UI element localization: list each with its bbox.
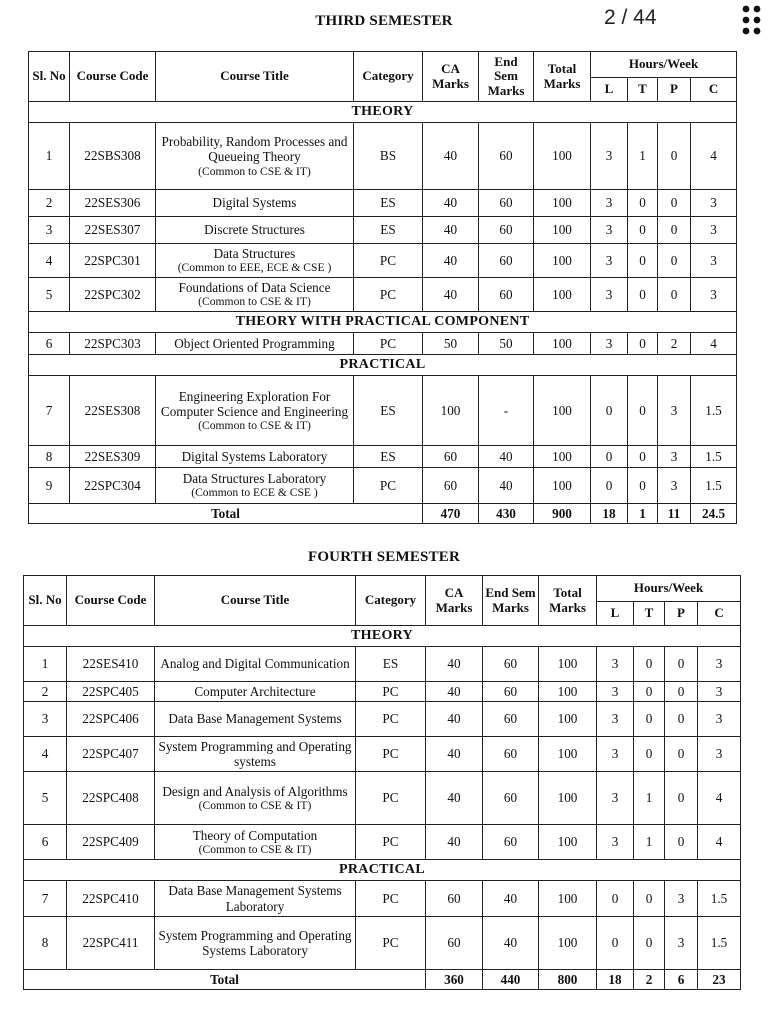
course-row (24, 702, 741, 737)
sl-no-cell: 7 (24, 881, 67, 917)
course-title-text: System Programming and Operating systems (158, 738, 352, 769)
ca-marks-cell: 100 (423, 376, 479, 446)
section-practical (24, 860, 741, 881)
p-cell: 0 (658, 190, 691, 217)
course-title-cell (155, 825, 356, 860)
header-hours-week: Hours/Week (591, 52, 737, 78)
category-cell: PC (354, 278, 423, 312)
p-cell: 0 (665, 702, 698, 737)
p-cell: 0 (665, 647, 698, 682)
course-row (29, 468, 737, 504)
category-cell: PC (354, 333, 423, 355)
c-cell: 1.5 (698, 917, 741, 970)
c-cell: 3 (691, 217, 737, 244)
ca-marks-cell: 50 (423, 333, 479, 355)
course-code-cell: 22SPC408 (67, 772, 155, 825)
header-t: T (634, 602, 665, 626)
section-theory-with-practical (29, 312, 737, 333)
sl-no-cell: 4 (24, 737, 67, 772)
p-cell: 0 (658, 123, 691, 190)
sl-no-cell: 7 (29, 376, 70, 446)
total-row (24, 970, 741, 990)
category-cell: ES (356, 647, 426, 682)
total-marks-cell: 100 (539, 682, 597, 702)
t-cell: 0 (628, 217, 658, 244)
c-cell: 3 (698, 702, 741, 737)
ca-marks-cell: 40 (426, 702, 483, 737)
ca-marks-cell: 40 (426, 772, 483, 825)
total-marks-cell: 100 (539, 825, 597, 860)
course-row (29, 333, 737, 355)
course-code-cell: 22SPC304 (70, 468, 156, 504)
t-cell: 0 (628, 190, 658, 217)
l-cell: 0 (591, 376, 628, 446)
total-marks-cell: 100 (534, 190, 591, 217)
section-theory (29, 102, 737, 123)
header-end-sem-marks: End Sem Marks (483, 576, 539, 626)
sl-no-cell: 6 (24, 825, 67, 860)
course-note: (Common to ECE & CSE ) (191, 486, 318, 500)
p-cell: 0 (658, 244, 691, 278)
course-title-cell (156, 123, 354, 190)
header-end-sem-marks: End Sem Marks (479, 52, 534, 102)
t-cell: 1 (634, 825, 665, 860)
total-marks-cell: 100 (534, 244, 591, 278)
ca-marks-cell: 60 (423, 468, 479, 504)
course-title-text: Foundations of Data Science (178, 280, 331, 296)
c-cell: 3 (698, 737, 741, 772)
more-options-button[interactable] (740, 4, 764, 36)
category-cell: PC (354, 468, 423, 504)
end-sem-marks-cell: 60 (483, 682, 539, 702)
total-total-cell: 900 (534, 504, 591, 524)
sl-no-cell: 2 (29, 190, 70, 217)
header-course-title: Course Title (156, 52, 354, 102)
p-cell: 0 (665, 737, 698, 772)
l-cell: 0 (591, 468, 628, 504)
t-cell: 1 (628, 123, 658, 190)
course-code-cell: 22SPC406 (67, 702, 155, 737)
sl-no-cell: 9 (29, 468, 70, 504)
course-row (24, 917, 741, 970)
header-hours-week: Hours/Week (597, 576, 741, 602)
total-marks-cell: 100 (534, 278, 591, 312)
course-row (29, 278, 737, 312)
section-practical-label: PRACTICAL (29, 355, 737, 376)
category-cell: PC (354, 244, 423, 278)
l-cell: 3 (591, 123, 628, 190)
c-cell: 3 (698, 647, 741, 682)
p-cell: 3 (658, 376, 691, 446)
sl-no-cell: 3 (29, 217, 70, 244)
course-note: (Common to CSE & IT) (198, 164, 311, 178)
course-title-cell (155, 737, 356, 772)
fourth-semester-title: FOURTH SEMESTER (307, 549, 461, 565)
course-row (24, 682, 741, 702)
course-note: (Common to CSE & IT) (198, 798, 312, 812)
course-row (29, 190, 737, 217)
t-cell: 0 (628, 468, 658, 504)
total-row (29, 504, 737, 524)
p-cell: 0 (665, 825, 698, 860)
l-cell: 3 (597, 647, 634, 682)
course-title-cell (155, 702, 356, 737)
more-vert-grid-icon (740, 4, 764, 36)
sl-no-cell: 2 (24, 682, 67, 702)
l-cell: 3 (597, 682, 634, 702)
total-ca-cell: 470 (423, 504, 479, 524)
t-cell: 0 (628, 376, 658, 446)
ca-marks-cell: 40 (426, 825, 483, 860)
course-code-cell: 22SES308 (70, 376, 156, 446)
sl-no-cell: 8 (24, 917, 67, 970)
header-total-marks: Total Marks (534, 52, 591, 102)
course-title-text: System Programming and Operating Systems Laboratory (158, 927, 352, 958)
section-practical (29, 355, 737, 376)
p-cell: 3 (658, 468, 691, 504)
course-title-text: Digital Systems (212, 195, 297, 211)
course-title-cell (155, 917, 356, 970)
l-cell: 3 (597, 772, 634, 825)
end-sem-marks-cell: 60 (483, 772, 539, 825)
category-cell: PC (356, 737, 426, 772)
p-cell: 3 (658, 446, 691, 468)
course-row (29, 244, 737, 278)
course-code-cell: 22SES309 (70, 446, 156, 468)
course-code-cell: 22SPC411 (67, 917, 155, 970)
t-cell: 0 (628, 446, 658, 468)
total-marks-cell: 100 (534, 468, 591, 504)
c-cell: 3 (691, 278, 737, 312)
course-row (24, 647, 741, 682)
course-title-text: Data Structures (213, 246, 296, 262)
course-title-text: Data Base Management Systems (168, 711, 342, 727)
end-sem-marks-cell: 60 (479, 217, 534, 244)
ca-marks-cell: 60 (426, 917, 483, 970)
c-cell: 1.5 (691, 468, 737, 504)
total-ca-cell: 360 (426, 970, 483, 990)
end-sem-marks-cell: 40 (479, 468, 534, 504)
l-cell: 3 (591, 190, 628, 217)
total-marks-cell: 100 (539, 737, 597, 772)
course-code-cell: 22SES306 (70, 190, 156, 217)
category-cell: PC (356, 825, 426, 860)
ca-marks-cell: 40 (423, 123, 479, 190)
p-cell: 3 (665, 881, 698, 917)
header-category: Category (356, 576, 426, 626)
course-title-text: Design and Analysis of Algorithms (162, 783, 348, 799)
section-theory (24, 626, 741, 647)
section-theory-with-practical-label: THEORY WITH PRACTICAL COMPONENT (29, 312, 737, 333)
course-row (24, 881, 741, 917)
fourth-semester-table (23, 575, 741, 990)
course-title-cell (155, 881, 356, 917)
course-row (29, 217, 737, 244)
category-cell: ES (354, 217, 423, 244)
total-total-cell: 800 (539, 970, 597, 990)
course-title-cell (156, 468, 354, 504)
c-cell: 3 (691, 244, 737, 278)
course-code-cell: 22SPC410 (67, 881, 155, 917)
course-title-cell (155, 682, 356, 702)
t-cell: 0 (628, 278, 658, 312)
course-row (29, 446, 737, 468)
end-sem-marks-cell: 50 (479, 333, 534, 355)
category-cell: PC (356, 682, 426, 702)
header-t: T (628, 78, 658, 102)
l-cell: 0 (597, 917, 634, 970)
course-code-cell: 22SPC407 (67, 737, 155, 772)
course-code-cell: 22SES307 (70, 217, 156, 244)
course-note: (Common to CSE & IT) (198, 419, 311, 432)
total-t-cell: 1 (628, 504, 658, 524)
ca-marks-cell: 40 (423, 244, 479, 278)
header-p: P (658, 78, 691, 102)
course-title-text: Analog and Digital Communication (160, 656, 350, 672)
header-c: C (691, 78, 737, 102)
t-cell: 0 (634, 702, 665, 737)
header-sl-no: Sl. No (29, 52, 70, 102)
course-title-cell (155, 772, 356, 825)
course-title-text: Probability, Random Processes and Queueing Theory (161, 134, 348, 165)
c-cell: 4 (698, 772, 741, 825)
end-sem-marks-cell: 40 (483, 881, 539, 917)
course-title-text: Engineering Exploration For Computer Science and Engineering (160, 388, 349, 419)
c-cell: 1.5 (691, 376, 737, 446)
course-code-cell: 22SPC302 (70, 278, 156, 312)
header-sl-no: Sl. No (24, 576, 67, 626)
total-l-cell: 18 (597, 970, 634, 990)
sl-no-cell: 1 (29, 123, 70, 190)
total-p-cell: 6 (665, 970, 698, 990)
l-cell: 3 (591, 333, 628, 355)
course-title-cell (156, 446, 354, 468)
total-marks-cell: 100 (539, 772, 597, 825)
t-cell: 0 (634, 737, 665, 772)
end-sem-marks-cell: 60 (483, 647, 539, 682)
total-p-cell: 11 (658, 504, 691, 524)
end-sem-marks-cell: - (479, 376, 534, 446)
c-cell: 3 (691, 190, 737, 217)
course-title-cell (156, 278, 354, 312)
course-title-cell (156, 376, 354, 446)
c-cell: 3 (698, 682, 741, 702)
course-code-cell: 22SPC405 (67, 682, 155, 702)
course-title-cell (155, 647, 356, 682)
total-marks-cell: 100 (539, 881, 597, 917)
course-title-text: Theory of Computation (192, 827, 318, 843)
course-code-cell: 22SPC303 (70, 333, 156, 355)
total-marks-cell: 100 (534, 123, 591, 190)
course-note: (Common to EEE, ECE & CSE ) (177, 261, 332, 275)
course-row (29, 123, 737, 190)
course-row (24, 825, 741, 860)
t-cell: 0 (634, 881, 665, 917)
sl-no-cell: 6 (29, 333, 70, 355)
c-cell: 4 (698, 825, 741, 860)
category-cell: ES (354, 190, 423, 217)
header-ca-marks: CA Marks (423, 52, 479, 102)
section-theory-label: THEORY (24, 626, 741, 647)
header-total-marks: Total Marks (539, 576, 597, 626)
l-cell: 0 (597, 881, 634, 917)
t-cell: 0 (628, 333, 658, 355)
l-cell: 3 (591, 278, 628, 312)
end-sem-marks-cell: 60 (483, 737, 539, 772)
header-l: L (591, 78, 628, 102)
third-semester-table (28, 51, 737, 524)
course-title-cell (156, 333, 354, 355)
course-note: (Common to CSE & IT) (198, 842, 312, 856)
t-cell: 0 (634, 647, 665, 682)
p-cell: 0 (658, 278, 691, 312)
total-end-cell: 440 (483, 970, 539, 990)
total-t-cell: 2 (634, 970, 665, 990)
end-sem-marks-cell: 60 (479, 278, 534, 312)
t-cell: 0 (628, 244, 658, 278)
ca-marks-cell: 40 (426, 647, 483, 682)
course-code-cell: 22SPC409 (67, 825, 155, 860)
sl-no-cell: 5 (24, 772, 67, 825)
end-sem-marks-cell: 40 (483, 917, 539, 970)
category-cell: ES (354, 446, 423, 468)
category-cell: PC (356, 881, 426, 917)
course-title-text: Data Structures Laboratory (182, 471, 327, 487)
total-l-cell: 18 (591, 504, 628, 524)
category-cell: PC (356, 917, 426, 970)
end-sem-marks-cell: 60 (483, 702, 539, 737)
header-course-code: Course Code (70, 52, 156, 102)
l-cell: 3 (597, 737, 634, 772)
header-course-code: Course Code (67, 576, 155, 626)
end-sem-marks-cell: 40 (479, 446, 534, 468)
end-sem-marks-cell: 60 (479, 244, 534, 278)
c-cell: 1.5 (698, 881, 741, 917)
course-title-cell (156, 190, 354, 217)
header-category: Category (354, 52, 423, 102)
course-row (29, 376, 737, 446)
course-row (24, 772, 741, 825)
third-semester-title: THIRD SEMESTER (315, 13, 453, 29)
l-cell: 3 (591, 244, 628, 278)
c-cell: 4 (691, 333, 737, 355)
end-sem-marks-cell: 60 (483, 825, 539, 860)
category-cell: PC (356, 702, 426, 737)
course-row (24, 737, 741, 772)
total-label: Total (24, 970, 426, 990)
total-marks-cell: 100 (534, 446, 591, 468)
t-cell: 0 (634, 682, 665, 702)
course-title-text: Computer Architecture (194, 683, 316, 699)
t-cell: 0 (634, 917, 665, 970)
l-cell: 3 (597, 825, 634, 860)
ca-marks-cell: 40 (423, 217, 479, 244)
sl-no-cell: 4 (29, 244, 70, 278)
end-sem-marks-cell: 60 (479, 190, 534, 217)
ca-marks-cell: 60 (423, 446, 479, 468)
header-p: P (665, 602, 698, 626)
p-cell: 0 (665, 772, 698, 825)
ca-marks-cell: 40 (423, 190, 479, 217)
p-cell: 2 (658, 333, 691, 355)
ca-marks-cell: 40 (426, 737, 483, 772)
l-cell: 0 (591, 446, 628, 468)
course-title-text: Object Oriented Programming (174, 335, 335, 351)
c-cell: 4 (691, 123, 737, 190)
total-marks-cell: 100 (534, 333, 591, 355)
sl-no-cell: 8 (29, 446, 70, 468)
course-title-text: Data Base Management Systems Laboratory (168, 883, 342, 914)
category-cell: PC (356, 772, 426, 825)
p-cell: 3 (665, 917, 698, 970)
course-note: (Common to CSE & IT) (198, 295, 311, 309)
header-c: C (698, 602, 741, 626)
total-marks-cell: 100 (534, 217, 591, 244)
section-practical-label: PRACTICAL (24, 860, 741, 881)
course-title-cell (156, 244, 354, 278)
total-end-cell: 430 (479, 504, 534, 524)
ca-marks-cell: 40 (426, 682, 483, 702)
t-cell: 1 (634, 772, 665, 825)
header-l: L (597, 602, 634, 626)
header-course-title: Course Title (155, 576, 356, 626)
c-cell: 1.5 (691, 446, 737, 468)
sl-no-cell: 1 (24, 647, 67, 682)
p-cell: 0 (658, 217, 691, 244)
total-c-cell: 24.5 (691, 504, 737, 524)
p-cell: 0 (665, 682, 698, 702)
l-cell: 3 (591, 217, 628, 244)
total-marks-cell: 100 (539, 702, 597, 737)
ca-marks-cell: 40 (423, 278, 479, 312)
category-cell: ES (354, 376, 423, 446)
total-label: Total (29, 504, 423, 524)
header-ca-marks: CA Marks (426, 576, 483, 626)
sl-no-cell: 5 (29, 278, 70, 312)
l-cell: 3 (597, 702, 634, 737)
sl-no-cell: 3 (24, 702, 67, 737)
category-cell: BS (354, 123, 423, 190)
total-c-cell: 23 (698, 970, 741, 990)
total-marks-cell: 100 (539, 647, 597, 682)
page-counter: 2 / 44 (604, 6, 657, 29)
section-theory-label: THEORY (29, 102, 737, 123)
course-code-cell: 22SPC301 (70, 244, 156, 278)
ca-marks-cell: 60 (426, 881, 483, 917)
total-marks-cell: 100 (539, 917, 597, 970)
course-title-text: Discrete Structures (204, 222, 305, 238)
course-title-text: Digital Systems Laboratory (181, 448, 328, 464)
total-marks-cell: 100 (534, 376, 591, 446)
course-code-cell: 22SES410 (67, 647, 155, 682)
end-sem-marks-cell: 60 (479, 123, 534, 190)
course-title-cell (156, 217, 354, 244)
course-code-cell: 22SBS308 (70, 123, 156, 190)
